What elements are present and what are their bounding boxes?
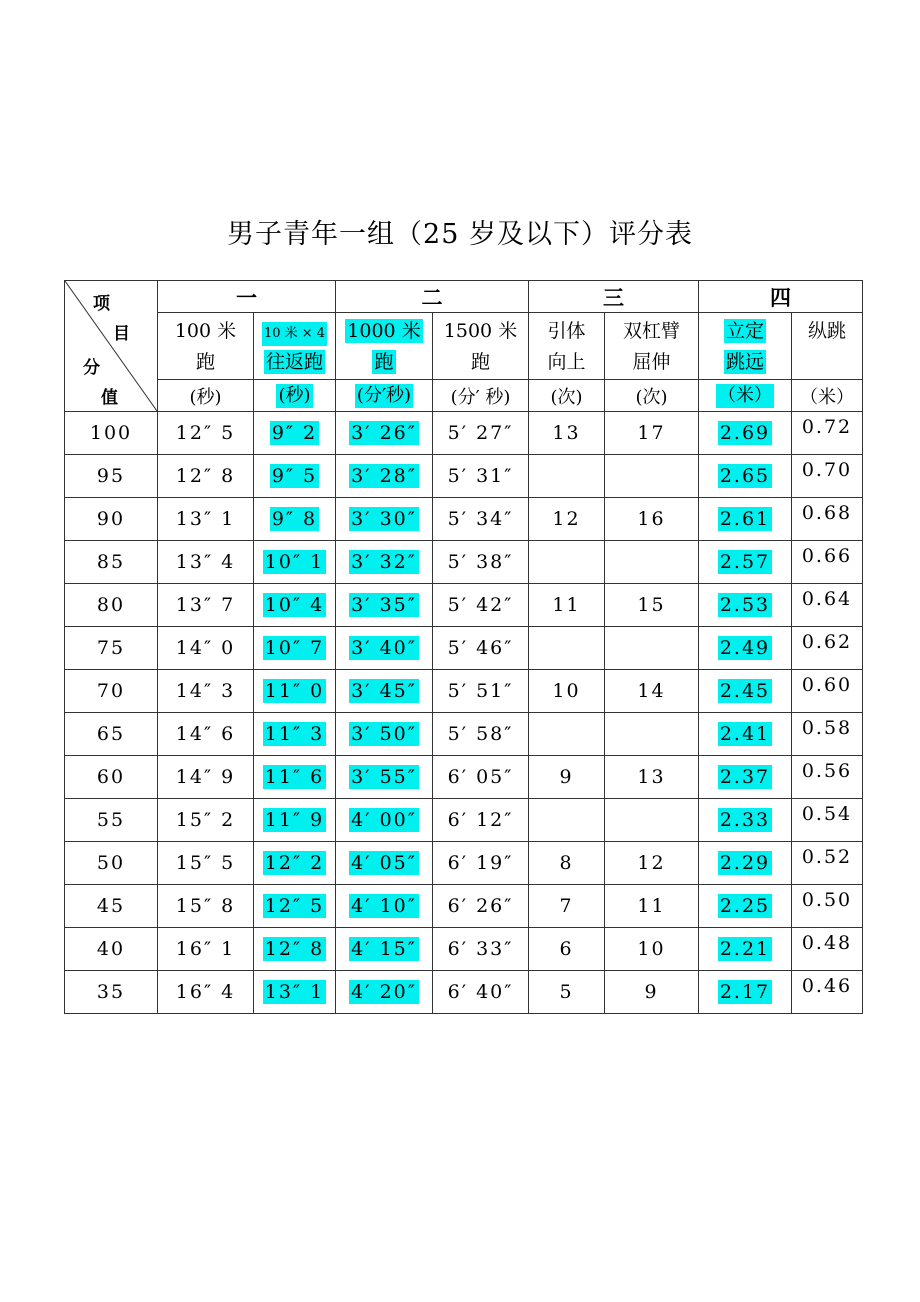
event-name-cell	[336, 313, 433, 380]
value-cell	[529, 756, 605, 799]
value-cell	[433, 627, 529, 670]
event-name-line: 引体	[547, 320, 586, 342]
value-cell	[158, 756, 254, 799]
value-cell	[699, 455, 792, 498]
value-cell	[254, 498, 336, 541]
value-text: 14″ 0	[175, 637, 236, 659]
event-name-line: 往返跑	[265, 351, 323, 373]
value-cell	[254, 541, 336, 584]
value-text: 5′ 34″	[447, 508, 514, 530]
value-cell	[158, 670, 254, 713]
value-cell	[433, 971, 529, 1014]
value-cell	[529, 670, 605, 713]
value-text: 15	[637, 594, 666, 616]
event-name-line: 100 米	[174, 320, 237, 342]
value-cell	[699, 670, 792, 713]
score-cell: 100	[65, 412, 158, 455]
value-text: 14″ 9	[175, 766, 236, 788]
value-text: 0.60	[801, 674, 853, 696]
table-row	[65, 627, 863, 670]
value-cell	[792, 455, 863, 498]
unit-label: (分′秒)	[356, 384, 412, 406]
group-3: 三	[529, 281, 699, 313]
value-cell	[699, 756, 792, 799]
corner-eye-label: 目	[113, 324, 130, 344]
value-text: 12	[552, 508, 581, 530]
value-cell	[336, 498, 433, 541]
value-cell	[336, 885, 433, 928]
value-text: 8	[559, 852, 574, 874]
event-name-line: 10 米 × 4	[262, 322, 327, 346]
value-text: 12″ 8	[175, 465, 236, 487]
table-row	[65, 541, 863, 584]
value-cell	[254, 842, 336, 885]
score-cell: 80	[65, 584, 158, 627]
value-cell	[336, 541, 433, 584]
value-cell	[433, 498, 529, 541]
value-text: 7	[559, 895, 574, 917]
unit-cell	[792, 380, 863, 412]
event-name-line: 立定	[725, 320, 764, 342]
table-row	[65, 713, 863, 756]
score-cell: 65	[65, 713, 158, 756]
value-cell	[433, 928, 529, 971]
value-text: 0.70	[801, 459, 853, 481]
value-text: 3′ 28″	[351, 465, 417, 487]
value-cell	[433, 455, 529, 498]
value-cell	[605, 928, 699, 971]
unit-label: (秒)	[278, 384, 311, 406]
value-text: 12″ 5	[264, 895, 325, 917]
value-cell	[605, 799, 699, 842]
value-cell	[254, 412, 336, 455]
value-text: 4′ 15″	[351, 938, 417, 960]
event-name-cell	[254, 313, 336, 380]
value-cell	[792, 842, 863, 885]
value-cell	[158, 498, 254, 541]
unit-row	[65, 380, 863, 412]
value-cell	[433, 756, 529, 799]
value-cell	[699, 584, 792, 627]
table-row	[65, 455, 863, 498]
unit-cell	[529, 380, 605, 412]
event-name-cell	[158, 313, 254, 380]
value-cell	[529, 713, 605, 756]
table-row	[65, 928, 863, 971]
value-cell	[605, 412, 699, 455]
value-text: 0.58	[801, 717, 853, 739]
value-cell	[699, 627, 792, 670]
value-text: 6′ 33″	[447, 938, 514, 960]
value-text: 9″ 2	[271, 422, 318, 444]
value-cell	[433, 584, 529, 627]
value-text: 5′ 31″	[447, 465, 514, 487]
unit-label: (分′ 秒)	[450, 386, 511, 408]
table-row	[65, 799, 863, 842]
value-text: 2.37	[719, 766, 771, 788]
value-cell	[158, 799, 254, 842]
value-text: 11″ 3	[264, 723, 325, 745]
value-cell	[699, 885, 792, 928]
page-title: 男子青年一组（25 岁及以下）评分表	[227, 219, 693, 250]
value-text: 10″ 1	[264, 551, 325, 573]
value-text: 16″ 4	[175, 981, 236, 1003]
value-text: 12″ 8	[264, 938, 325, 960]
value-cell	[605, 498, 699, 541]
value-text: 13	[552, 422, 581, 444]
score-table	[64, 280, 863, 1014]
event-name-line: 跑	[195, 351, 215, 373]
value-cell	[529, 455, 605, 498]
event-name-cell	[433, 313, 529, 380]
value-text: 5′ 51″	[447, 680, 514, 702]
value-cell	[699, 928, 792, 971]
event-name-line: 跑	[470, 351, 490, 373]
score-cell: 85	[65, 541, 158, 584]
value-text: 14	[637, 680, 666, 702]
value-text: 4′ 00″	[351, 809, 417, 831]
value-text: 5′ 58″	[447, 723, 514, 745]
value-cell	[336, 713, 433, 756]
event-name-cell	[529, 313, 605, 380]
value-text: 2.49	[719, 637, 771, 659]
unit-label: (次)	[635, 386, 668, 408]
unit-cell	[605, 380, 699, 412]
value-cell	[792, 885, 863, 928]
score-cell: 95	[65, 455, 158, 498]
value-text: 2.33	[719, 809, 771, 831]
score-cell: 35	[65, 971, 158, 1014]
score-cell: 40	[65, 928, 158, 971]
value-cell	[792, 928, 863, 971]
event-name-cell	[792, 313, 863, 380]
value-text: 3′ 35″	[351, 594, 417, 616]
value-text: 16	[637, 508, 666, 530]
value-text: 0.64	[801, 588, 853, 610]
value-cell	[433, 670, 529, 713]
value-cell	[699, 842, 792, 885]
value-text: 3′ 30″	[351, 508, 417, 530]
table-row	[65, 584, 863, 627]
value-cell	[792, 584, 863, 627]
value-cell	[433, 885, 529, 928]
value-cell	[529, 412, 605, 455]
value-cell	[158, 885, 254, 928]
value-text: 4′ 05″	[351, 852, 417, 874]
value-cell	[529, 541, 605, 584]
corner-value-label: 值	[101, 388, 118, 408]
score-cell: 75	[65, 627, 158, 670]
value-text: 2.53	[719, 594, 771, 616]
score-cell: 60	[65, 756, 158, 799]
value-cell	[158, 412, 254, 455]
value-cell	[336, 455, 433, 498]
value-cell	[336, 971, 433, 1014]
value-text: 4′ 20″	[351, 981, 417, 1003]
value-text: 0.54	[801, 803, 853, 825]
value-text: 0.48	[801, 932, 853, 954]
value-text: 9″ 5	[271, 465, 318, 487]
event-name-line: 跑	[374, 351, 394, 373]
value-cell	[529, 584, 605, 627]
value-cell	[529, 971, 605, 1014]
unit-label: (秒)	[189, 386, 222, 408]
value-text: 3′ 55″	[351, 766, 417, 788]
value-cell	[158, 584, 254, 627]
value-text: 14″ 6	[175, 723, 236, 745]
value-cell	[699, 971, 792, 1014]
unit-cell	[433, 380, 529, 412]
value-text: 0.62	[801, 631, 853, 653]
value-text: 2.45	[719, 680, 771, 702]
value-cell	[254, 455, 336, 498]
value-cell	[433, 412, 529, 455]
event-name-line: 1500 米	[443, 320, 518, 342]
value-cell	[254, 670, 336, 713]
corner-score-label: 分	[83, 358, 100, 378]
group-1: 一	[158, 281, 336, 313]
value-text: 6	[559, 938, 574, 960]
value-cell	[529, 498, 605, 541]
value-text: 16″ 1	[175, 938, 236, 960]
value-text: 0.50	[801, 889, 853, 911]
value-cell	[699, 799, 792, 842]
value-text: 0.46	[801, 975, 853, 997]
value-cell	[336, 627, 433, 670]
value-text: 6′ 12″	[447, 809, 514, 831]
value-cell	[605, 842, 699, 885]
value-text: 12	[637, 852, 666, 874]
table-row	[65, 412, 863, 455]
value-cell	[529, 885, 605, 928]
value-cell	[605, 541, 699, 584]
value-text: 3′ 40″	[351, 637, 417, 659]
value-text: 2.25	[719, 895, 771, 917]
event-name-line: 向上	[547, 351, 586, 373]
value-cell	[605, 756, 699, 799]
value-cell	[336, 928, 433, 971]
value-text: 12″ 2	[264, 852, 325, 874]
value-cell	[605, 627, 699, 670]
value-text: 2.29	[719, 852, 771, 874]
value-cell	[254, 713, 336, 756]
value-text: 11″ 0	[264, 680, 325, 702]
value-cell	[158, 842, 254, 885]
value-text: 9″ 8	[271, 508, 318, 530]
value-cell	[792, 670, 863, 713]
value-text: 6′ 05″	[447, 766, 514, 788]
value-cell	[336, 584, 433, 627]
value-text: 15″ 8	[175, 895, 236, 917]
value-text: 2.61	[719, 508, 771, 530]
value-text: 17	[637, 422, 666, 444]
event-name-cell	[605, 313, 699, 380]
value-text: 0.52	[801, 846, 853, 868]
value-text: 0.72	[801, 416, 853, 438]
value-cell	[699, 412, 792, 455]
event-name-line: 双杠臂	[622, 320, 680, 342]
event-name-line: 1000 米	[347, 320, 421, 342]
value-cell	[254, 885, 336, 928]
value-text: 10	[637, 938, 666, 960]
table-row	[65, 498, 863, 541]
value-text: 2.17	[719, 981, 771, 1003]
value-cell	[254, 971, 336, 1014]
value-cell	[254, 756, 336, 799]
value-cell	[336, 670, 433, 713]
value-text: 13″ 1	[175, 508, 236, 530]
value-cell	[158, 971, 254, 1014]
value-cell	[792, 412, 863, 455]
value-text: 5′ 38″	[447, 551, 514, 573]
table-row	[65, 670, 863, 713]
score-cell: 70	[65, 670, 158, 713]
unit-cell	[158, 380, 254, 412]
value-cell	[792, 971, 863, 1014]
corner-header-cell	[65, 281, 158, 412]
value-text: 2.65	[719, 465, 771, 487]
value-text: 13″ 1	[264, 981, 325, 1003]
value-cell	[336, 412, 433, 455]
group-4: 四	[699, 281, 863, 313]
event-name-line: 跳远	[725, 351, 764, 373]
event-name-cell	[699, 313, 792, 380]
value-cell	[529, 627, 605, 670]
value-text: 3′ 45″	[351, 680, 417, 702]
score-cell: 90	[65, 498, 158, 541]
value-cell	[158, 713, 254, 756]
score-cell: 45	[65, 885, 158, 928]
value-text: 13″ 7	[175, 594, 236, 616]
value-cell	[605, 713, 699, 756]
value-cell	[792, 756, 863, 799]
value-text: 2.41	[719, 723, 771, 745]
value-cell	[792, 627, 863, 670]
table-row	[65, 971, 863, 1014]
value-text: 0.56	[801, 760, 853, 782]
value-cell	[254, 627, 336, 670]
group-header-row	[65, 281, 863, 313]
value-cell	[529, 842, 605, 885]
value-text: 10	[552, 680, 581, 702]
value-cell	[529, 928, 605, 971]
value-cell	[433, 799, 529, 842]
value-text: 2.57	[719, 551, 771, 573]
value-text: 5′ 42″	[447, 594, 514, 616]
value-cell	[158, 541, 254, 584]
value-text: 0.68	[801, 502, 853, 524]
value-text: 2.69	[719, 422, 771, 444]
value-text: 11	[552, 594, 581, 616]
table-row	[65, 885, 863, 928]
value-cell	[158, 627, 254, 670]
group-2: 二	[336, 281, 529, 313]
value-text: 3′ 32″	[351, 551, 417, 573]
value-cell	[529, 799, 605, 842]
value-text: 12″ 5	[175, 422, 236, 444]
value-cell	[254, 928, 336, 971]
value-text: 13″ 4	[175, 551, 236, 573]
value-cell	[699, 498, 792, 541]
value-cell	[336, 756, 433, 799]
value-text: 15″ 5	[175, 852, 236, 874]
value-text: 5	[559, 981, 574, 1003]
value-cell	[792, 541, 863, 584]
value-text: 11″ 9	[264, 809, 325, 831]
unit-cell	[254, 380, 336, 412]
value-text: 13	[637, 766, 666, 788]
value-text: 6′ 19″	[447, 852, 514, 874]
value-text: 6′ 26″	[447, 895, 514, 917]
unit-cell	[336, 380, 433, 412]
value-text: 3′ 26″	[351, 422, 417, 444]
corner-item-label: 项	[93, 294, 110, 314]
value-cell	[433, 842, 529, 885]
table-row	[65, 842, 863, 885]
value-cell	[792, 713, 863, 756]
unit-label: （米）	[718, 384, 772, 406]
value-text: 9	[644, 981, 659, 1003]
value-cell	[605, 971, 699, 1014]
event-name-line: 纵跳	[807, 320, 846, 342]
value-cell	[336, 799, 433, 842]
table-row	[65, 756, 863, 799]
value-text: 15″ 2	[175, 809, 236, 831]
value-text: 4′ 10″	[351, 895, 417, 917]
value-text: 0.66	[801, 545, 853, 567]
value-text: 11	[637, 895, 666, 917]
value-cell	[254, 584, 336, 627]
value-text: 14″ 3	[175, 680, 236, 702]
unit-label: (次)	[550, 386, 583, 408]
value-cell	[605, 885, 699, 928]
value-text: 10″ 7	[264, 637, 325, 659]
event-name-line: 屈伸	[632, 351, 671, 373]
value-cell	[605, 670, 699, 713]
value-cell	[792, 799, 863, 842]
value-cell	[336, 842, 433, 885]
value-cell	[433, 541, 529, 584]
value-text: 11″ 6	[264, 766, 325, 788]
score-cell: 55	[65, 799, 158, 842]
value-cell	[433, 713, 529, 756]
value-cell	[605, 455, 699, 498]
value-text: 3′ 50″	[351, 723, 417, 745]
value-text: 9	[559, 766, 574, 788]
unit-cell	[699, 380, 792, 412]
value-text: 10″ 4	[264, 594, 325, 616]
score-cell: 50	[65, 842, 158, 885]
value-cell	[699, 541, 792, 584]
value-cell	[699, 713, 792, 756]
event-name-row	[65, 313, 863, 380]
value-cell	[792, 498, 863, 541]
value-cell	[158, 455, 254, 498]
value-text: 5′ 27″	[447, 422, 514, 444]
value-text: 2.21	[719, 938, 771, 960]
value-cell	[158, 928, 254, 971]
value-cell	[605, 584, 699, 627]
unit-label: （米）	[800, 386, 854, 408]
value-cell	[254, 799, 336, 842]
value-text: 5′ 46″	[447, 637, 514, 659]
value-text: 6′ 40″	[447, 981, 514, 1003]
